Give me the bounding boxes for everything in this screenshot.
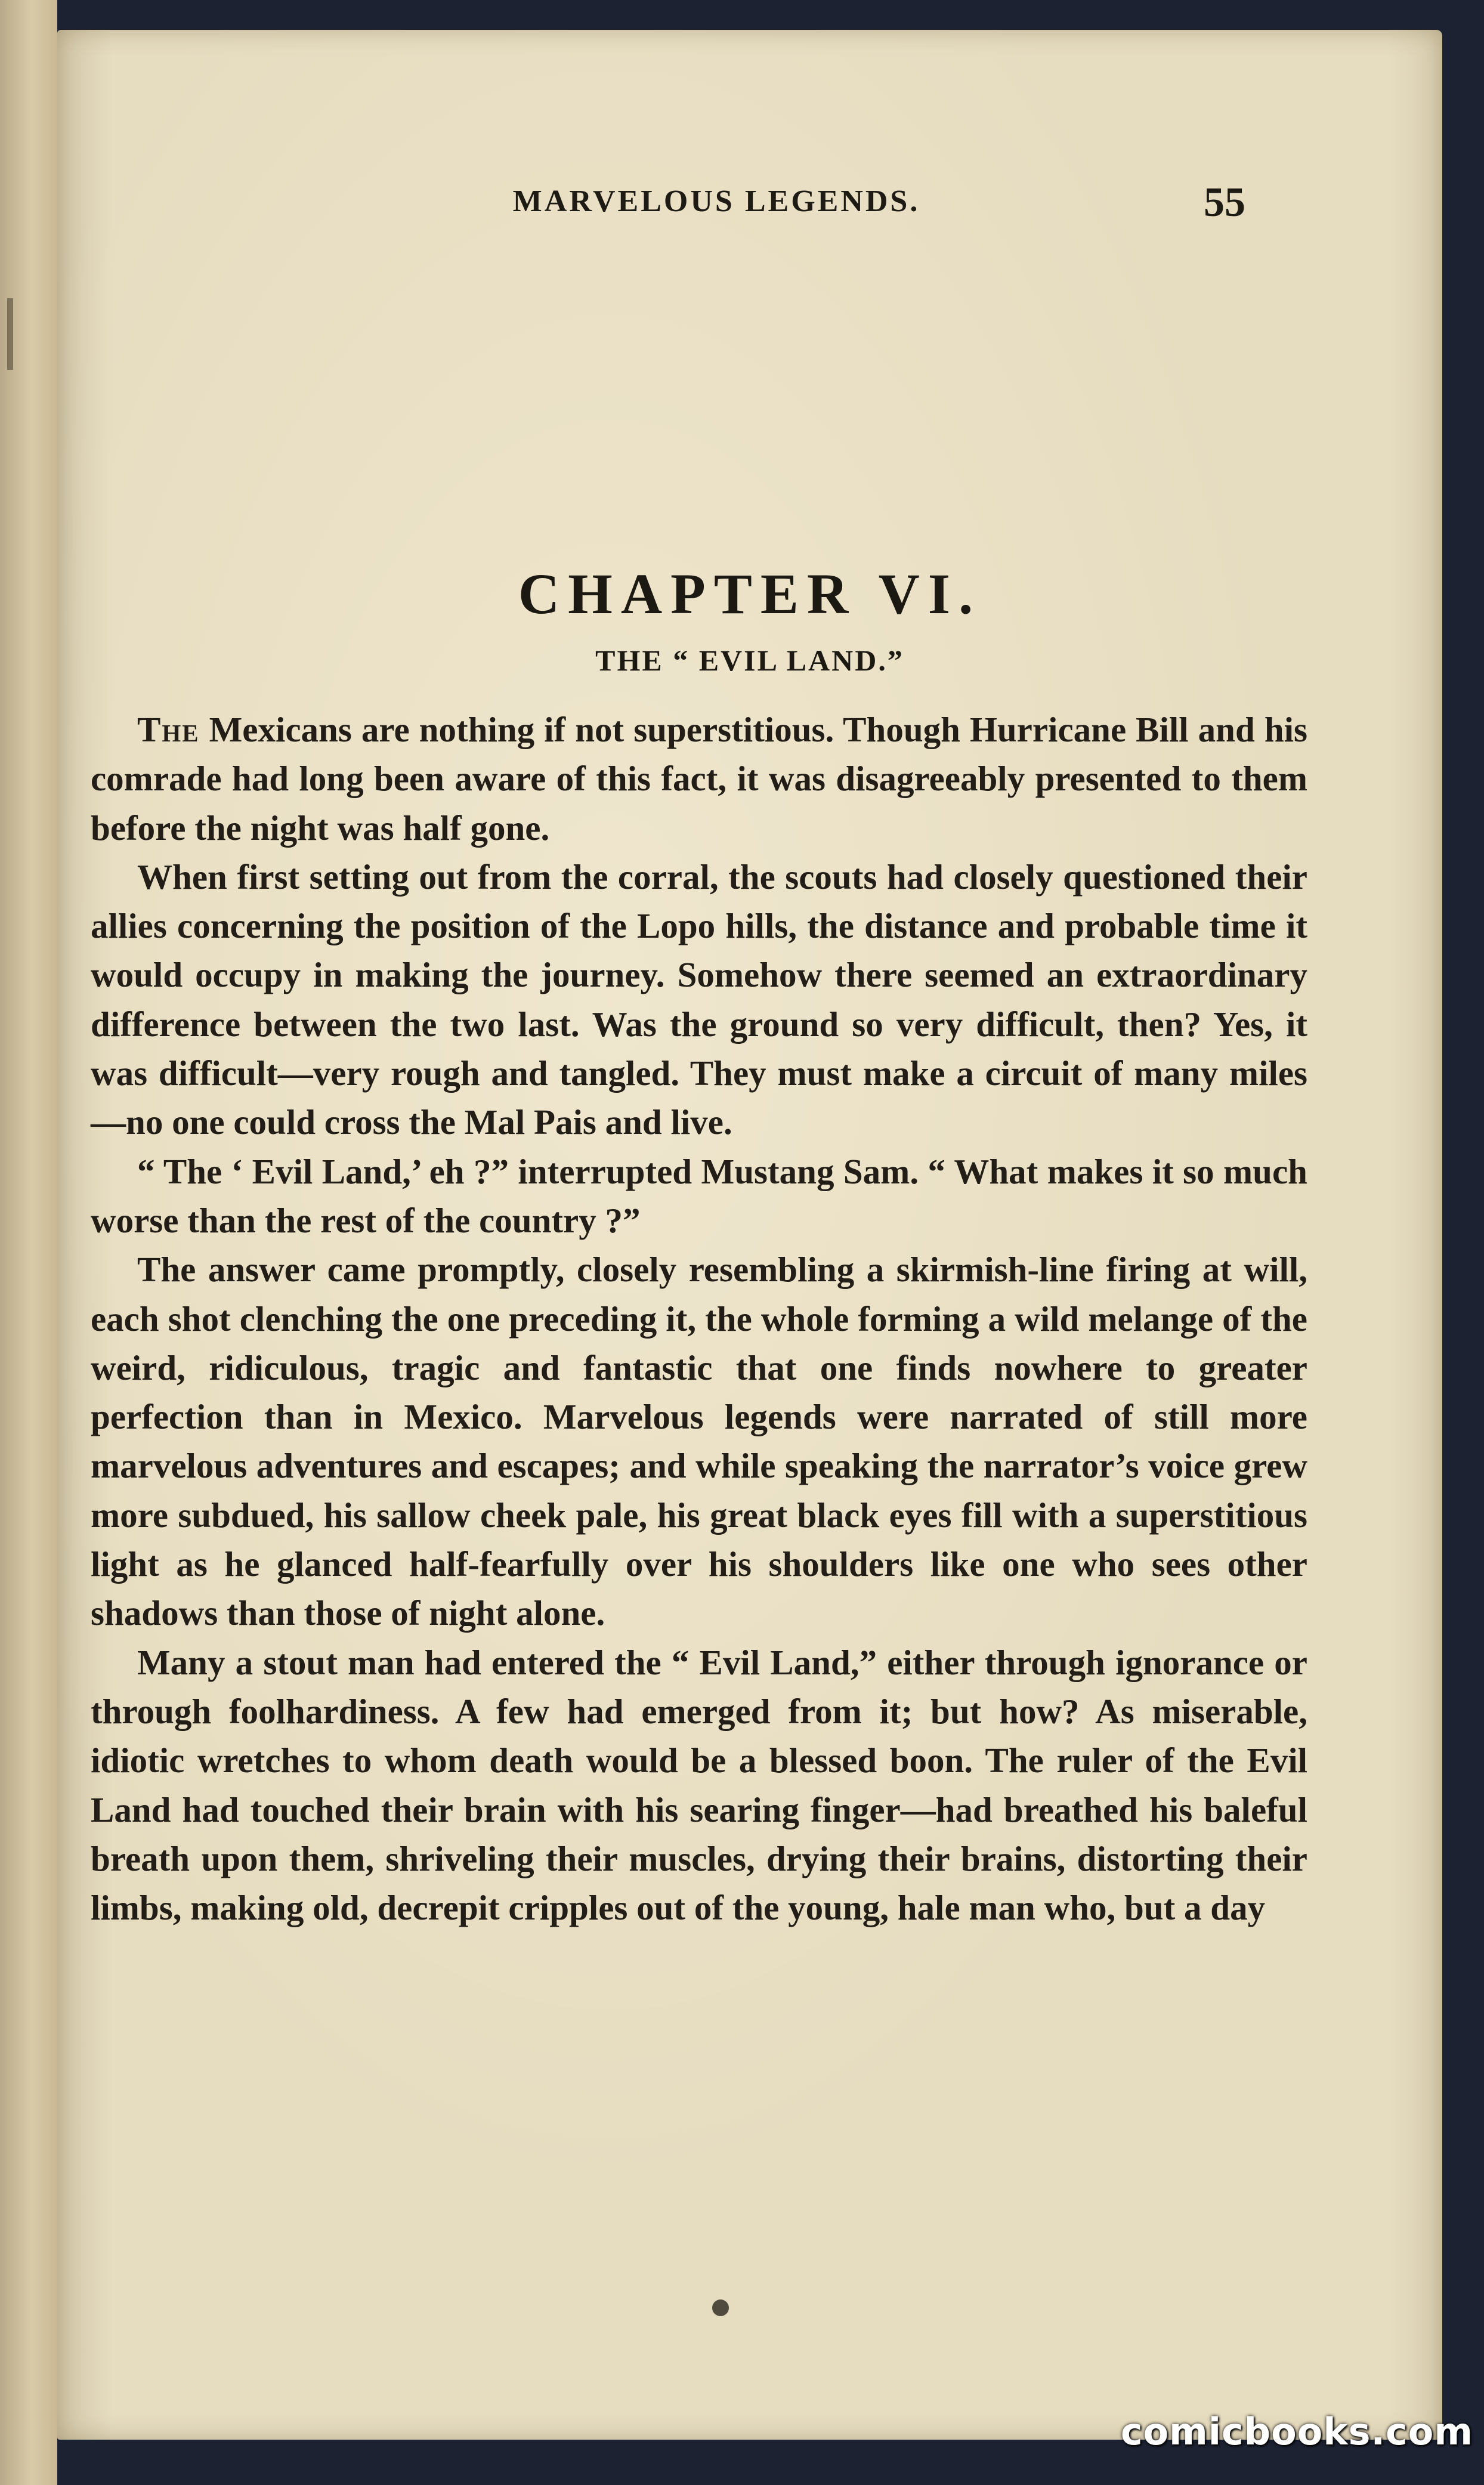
watermark: comicbooks.com bbox=[1120, 2410, 1473, 2453]
paragraph-text: The answer came promptly, closely resembling a skirmish-line firing at will, each shot clenching the one preceding it, the whole forming a wild melange of the weird, ridiculous, tragic and fantastic that one finds nowhere to greater perfection than in Mexico. Marvelous legends were narrated of still more marvelous adventures and escapes; and while speaking the narrator’s voice grew more subdued, his sallow cheek pale, his great black eyes fill with a superstitious light as he glanced half-fearfully over his shoulders like one who sees other shadows than those of night alone. bbox=[91, 1250, 1307, 1633]
paragraph-3 bbox=[91, 1147, 1307, 1245]
paragraph-text: When first setting out from the corral, the scouts had closely questioned their allies concerning the position of the Lopo hills, the distance and probable time it would occupy in making the journey. Somehow there seemed an extraordinary difference between the two last. Was the ground so very difficult, then? Yes, it was difficult—very rough and tangled. They must make a circuit of many miles—no one could cross the Mal Pais and live. bbox=[91, 857, 1307, 1142]
paragraph-2 bbox=[91, 852, 1307, 1147]
running-header bbox=[57, 180, 1442, 237]
lead-word: The bbox=[137, 710, 200, 749]
running-title: MARVELOUS LEGENDS. bbox=[512, 184, 920, 218]
body-text bbox=[91, 705, 1307, 1932]
paragraph-1 bbox=[91, 705, 1307, 852]
paragraph-text: Mexicans are nothing if not superstitious. Though Hurricane Bill and his comrade had long been aware of this fact, it was disagreeably presented to them before the night was half gone. bbox=[91, 710, 1307, 848]
book-page bbox=[57, 30, 1442, 2440]
chapter-title: CHAPTER VI. bbox=[518, 562, 982, 626]
chapter-subtitle: THE “ EVIL LAND.” bbox=[595, 644, 904, 677]
page-ornament bbox=[712, 2299, 729, 2316]
facing-page-edge bbox=[0, 0, 57, 2485]
paragraph-text: “ The ‘ Evil Land,’ eh ?” interrupted Mustang Sam. “ What makes it so much worse than the rest of the country ?” bbox=[91, 1151, 1307, 1240]
page-number: 55 bbox=[1204, 180, 1245, 225]
paragraph-5 bbox=[91, 1638, 1307, 1933]
paragraph-4 bbox=[91, 1245, 1307, 1637]
paragraph-text: Many a stout man had entered the “ Evil Land,” either through ignorance or through foolhardiness. A few had emerged from it; but how? As miserable, idiotic wretches to whom death would be a blessed boon. The ruler of the Evil Land had touched their brain with his searing finger—had breathed his baleful breath upon them, shriveling their muscles, drying their brains, distorting their limbs, making old, decrepit cripples out of the young, hale man who, but a day bbox=[91, 1642, 1307, 1928]
